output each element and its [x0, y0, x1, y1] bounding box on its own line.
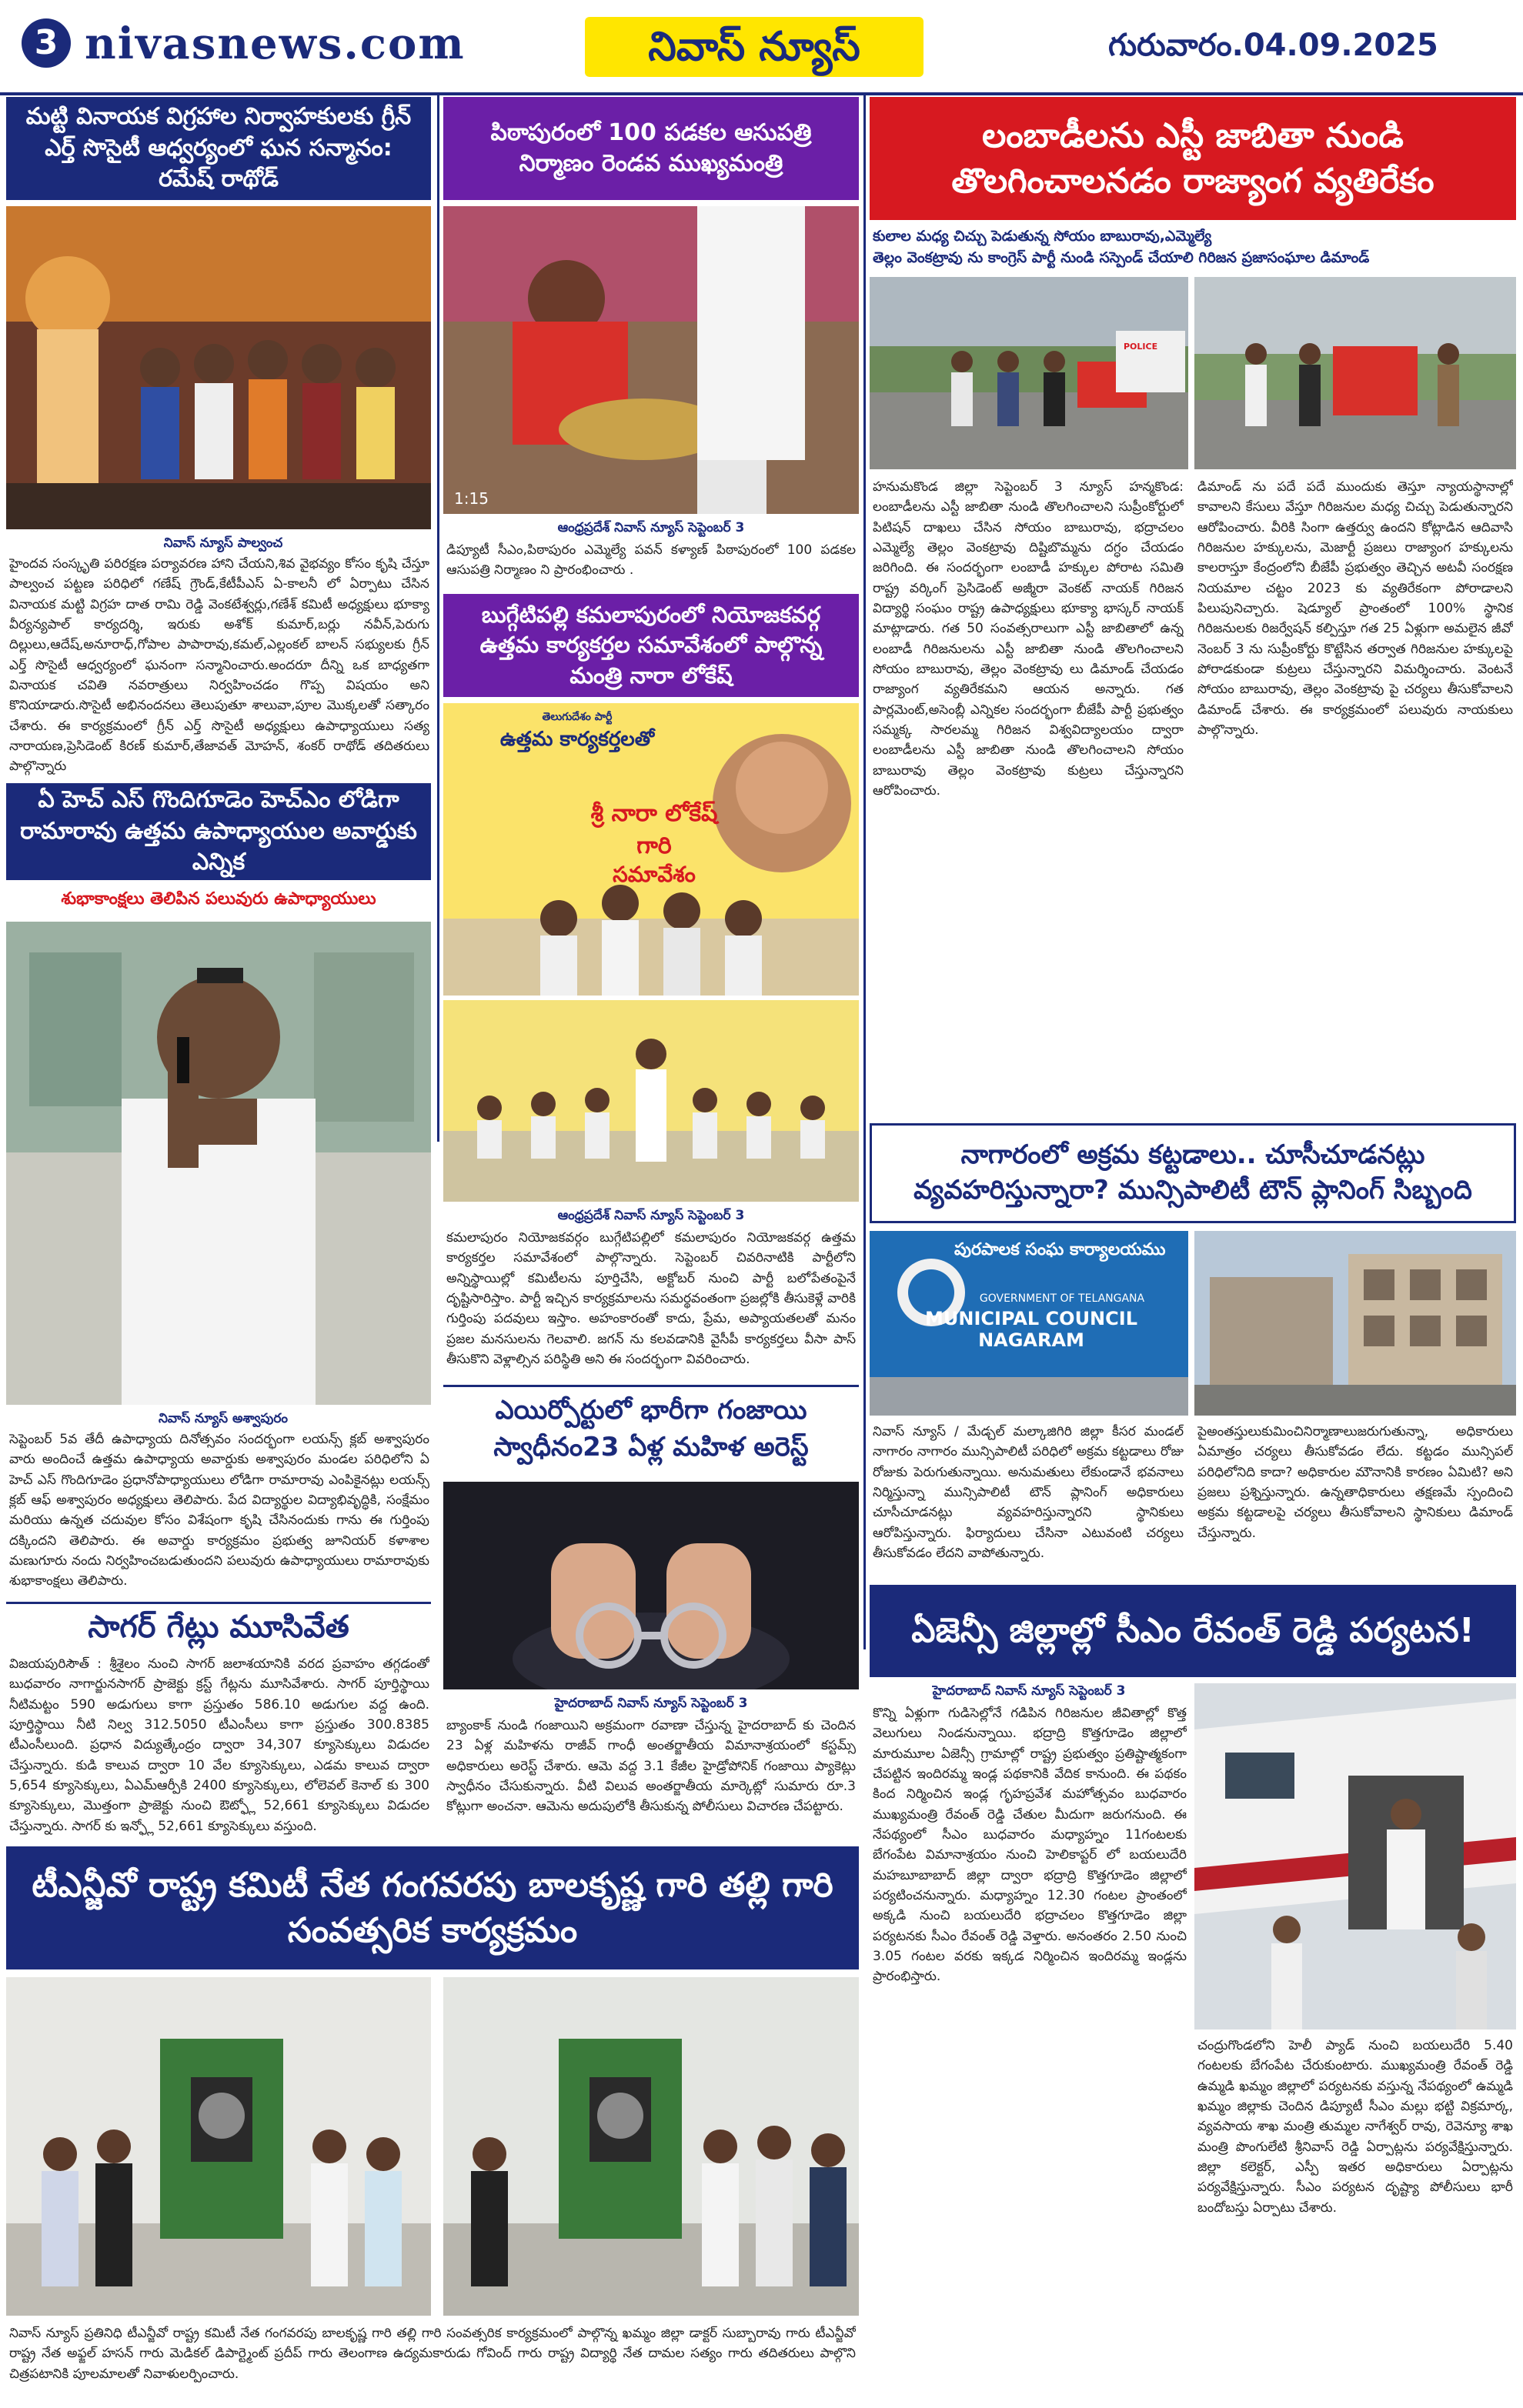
issue-date: గురువారం.04.09.2025 — [1108, 28, 1438, 63]
video-timestamp: 1:15 — [454, 489, 489, 508]
col2-separator — [443, 1385, 859, 1387]
col1-story3-headline: సాగర్ గేట్లు మూసివేత — [88, 1609, 349, 1645]
col3-story1-subhead2: తెల్లం వెంకట్రావు ను కాంగ్రెస్ పార్టీ నుండి సస్పెండ్ చేయాలి గిరిజన ప్రజాసంఘాల డిమాండ్ — [873, 249, 1370, 266]
col2-story2-headline: బుగ్గేటిపల్లి కమలాపురంలో నియోజకవర్గ ఉత్తమ కార్యకర్తల సమావేశంలో పాల్గొన్న మంత్రి నారా లోకేష్ — [443, 594, 859, 697]
col1-story1-dateline: నివాస్ న్యూస్ పాల్వంచ — [163, 535, 283, 551]
col1-separator — [6, 1602, 431, 1604]
col3-story1-headline: లంబాడీలను ఎస్టీ జాబితా నుండి తొలగించాలనడం రాజ్యాంగ వ్యతిరేకం — [870, 97, 1516, 220]
teacher-award-photo — [6, 922, 431, 1405]
site-name[interactable]: nivasnews.com — [85, 18, 466, 69]
col2-story1-dateline: ఆంధ్రప్రదేశ్ నివాస్ న్యూస్ సెప్టెంబర్ 3 — [557, 520, 745, 535]
col1-story3-body: విజయపురిసౌత్ : శ్రీశైలం నుంచి సాగర్ జలాశయానికి వరద ప్రవాహం తగ్గడంతో బుధవారం నాగార్జునసాగర్ ప్రాజెక్టు క్రస్ట్ గేట్లను మూసివేశారు. సాగర్ పూర్తిస్థాయి నీటిమట్టం 590 అడుగులు కాగా ప్రస్తుతం 586.10 అడుగుల వద్ద ఉంది. పూర్తిస్థాయి నీటి నిల్వ 312.5050 టీఎంసీలు కాగా ప్రస్తుతం 300.8385 టీఎంసీలుంది. ప్రధాన విద్యుత్కేంద్రం ద్వారా 34,307 క్యూసెక్కులు విడుదల చేస్తున్నారు. కుడి కాలువ ద్వారా 10 వేల క్యూసెక్కులు, ఎడమ కాలువ ద్వారా 5,654 క్యూసెక్కులు, ఏఎమ్ఆర్పీకి 2400 క్యూసెక్కులు, లోలెవల్ కెనాల్ కు 300 క్యూసెక్కులు, మొత్తంగా ప్రాజెక్టు నుంచి ఔట్ఫ్లో 52,661 క్యూసెక్కులు విడుదల చేస్తున్నారు. సాగర్ కు ఇన్ఫ్లో 52,661 క్యూసెక్కులు వస్తుంది. — [9, 1656, 429, 1834]
col2-story1-headline: పిఠాపురంలో 100 పడకల ఆసుపత్రి నిర్మాణం రెండవ ముఖ్యమంత్రి — [443, 97, 859, 200]
col3-story1-subhead1: కులాల మధ్య చిచ్చు పెడుతున్న సోయం బాబురావు,ఎమ్మెల్యే — [873, 228, 1212, 245]
col2-story1-body: డిప్యూటీ సీఎం,పిఠాపురం ఎమ్మెల్యే పవన్ కళ్యాణ్ పిఠాపురంలో 100 పడకల ఆసుపత్రి నిర్మాణం ని ప్రారంభించారు . — [446, 542, 856, 579]
col2-story3-headline: ఎయిర్పోర్టులో భారీగా గంజాయి స్వాధీనం23 ఏళ్ల మహిళ అరెస్ట్ — [493, 1395, 809, 1462]
sign-govt-text: GOVERNMENT OF TELANGANA — [979, 1292, 1145, 1305]
col3-story3-headline: ఏజెన్సీ జిల్లాల్లో సీఎం రేవంత్ రెడ్డి పర్యటన! — [870, 1585, 1516, 1677]
hospital-foundation-video[interactable] — [443, 206, 859, 514]
cm-helicopter-photo — [1194, 1683, 1516, 2029]
col1-story2-body: సెప్టెంబర్ 5వ తేదీ ఉపాధ్యాయ దినోత్సవం సందర్భంగా లయన్స్ క్లబ్ అశ్వాపురం వారు అందించే ఉత్తమ ఉపాధ్యాయ అవార్డుకు అశ్వాపురం మండల పరిధిలోని ఏ హెచ్ ఎస్ గొందిగూడెం ప్రధానోపాధ్యాయులు లోడిగా రామారావు ఎంపికైనట్లు లయన్స్ క్లబ్ ఆఫ్ అశ్వాపురం అధ్యక్షులు తెలిపారు. పేద విద్యార్థుల విద్యాభివృద్ధికి, సంక్షేమం మరియు ఉన్నత చదువుల కోసం విశేషంగా కృషి చేసినందుకు గాను ఈ గుర్తింపు దక్కిందని తెలిపారు. ఈ అవార్డు కార్యక్రమం ప్రభుత్వ జూనియర్ కళాశాల మణుగూరు నందు నిర్వహించబడుతుందని పలువురు ఉపాధ్యాయులు రామారావుకు శుభాకాంక్షలు తెలిపారు. — [9, 1432, 429, 1589]
illegal-building-photo — [1194, 1231, 1516, 1416]
protest-photo-2 — [1194, 277, 1516, 469]
col3-story2-body-left: నివాస్ న్యూస్ / మేడ్చల్ మల్కాజిగిరి జిల్లా కీసర మండల్ నాగారం నాగారం మున్సిపాలిటీ పరిధిలో అక్రమ కట్టడాలు రోజు రోజుకు పెరుగుతున్నాయి. అనుమతులు లేకుండానే భవనాలు నిర్మిస్తున్నా మున్సిపాలిటీ టౌన్ ప్లానింగ్ అధికారులు చూసీచూడనట్లు వ్యవహరిస్తున్నారని స్థానికులు ఆరోపిస్తున్నారు. ఫిర్యాదులు చేసినా ఎటువంటి చర్యలు తీసుకోవడం లేదని వాపోతున్నారు. — [873, 1424, 1184, 1562]
ganesh-felicitation-photo — [6, 206, 431, 529]
col1-story2-dateline: నివాస్ న్యూస్ అశ్వాపురం — [158, 1411, 289, 1426]
bottom-body: నివాస్ న్యూస్ ప్రతినిధి టీఎన్జీవో రాష్ట్ర కమిటీ నేత గంగవరపు బాలకృష్ణ గారి తల్లి గారి సంవత్సరిక కార్యక్రమంలో పాల్గొన్న ఖమ్మం జిల్లా డాక్టర్ సుబ్బారావు గారు టీఎన్జీవో రాష్ట్ర నేత అఫ్జల్ హసన్ గారు మెడికల్ డిపార్ట్మెంట్ ప్రదీప్ గారు తెలంగాణ ఉద్యమకారుడు గోవింద్ గారు రాష్ట్ర విద్యార్థి నేత దామల సత్యం గారు తదితరులు పాల్గొని చిత్రపటానికి పూలమాలతో నివాళులర్పించారు. — [9, 2326, 856, 2382]
banner-meeting: సమావేశం — [613, 862, 696, 887]
newspaper-brand: నివాస్ న్యూస్ — [585, 17, 923, 77]
sign-telugu-text: పురపాలక సంఘ కార్యాలయము — [954, 1240, 1166, 1259]
lokesh-meeting-photo-2 — [443, 1000, 859, 1202]
sign-council-text: MUNICIPAL COUNCIL NAGARAM — [925, 1308, 1137, 1351]
anniversary-photo-2 — [443, 1977, 859, 2316]
arrest-handcuffs-photo — [443, 1482, 859, 1689]
col3-story3-body-left: కొన్ని ఏళ్లుగా గుడిసెల్లోనే గడిపిన గిరిజనుల జీవితాల్లో కొత్త వెలుగులు నిండనున్నాయి. భద్రాద్రి కొత్తగూడెం జిల్లాలో మారుమూల ఏజెన్సీ గ్రామాల్లో రాష్ట్ర ప్రభుత్వం ప్రతిష్టాత్మకంగా చేపట్టిన ఇందిరమ్మ ఇండ్ల పథకానికి వేదిక కానుంది. ఈ పథకం కింద నిర్మించిన ఇండ్ల గృహప్రవేశ మహోత్సవం బుధవారం ముఖ్యమంత్రి రేవంత్ రెడ్డి చేతుల మీదుగా జరుగనుంది. ఈ నేపథ్యంలో సీఎం బుధవారం మధ్యాహ్నం 11గంటలకు బేగంపేట విమానాశ్రయం నుంచి హెలికాప్టర్ లో బయలుదేరి మహబూబాబాద్ జిల్లా ద్వారా భద్రాద్రి కొత్తగూడెం జిల్లాలో పర్యటించనున్నారు. మధ్యాహ్నం 12.30 గంటల ప్రాంతంలో అక్కడి నుంచి బయలుదేరి భద్రాచలం కొత్తగూడెం జిల్లా పర్యటనకు సీఎం రేవంత్ రెడ్డి వెళ్తారు. అనంతరం 2.50 నుంచి 3.05 గంటల వరకు ఇక్కడ నిర్మించిన ఇందిరమ్మ ఇండ్లను ప్రారంభిస్తారు. — [873, 1706, 1187, 1985]
banner-leader: శ్రీ నారా లోకేష్ గారి — [590, 800, 718, 859]
col3-story3-body-right: చంద్రుగొండలోని హెలీ ప్యాడ్ నుంచి బయలుదేరి 5.40 గంటలకు బేగంపేట చేరుకుంటారు. ముఖ్యమంత్రి రేవంత్ రెడ్డి ఉమ్మడి ఖమ్మం జిల్లాలో పర్యటనకు వస్తున్న నేపథ్యంలో ఉమ్మడి ఖమ్మం జిల్లాకు చెందిన డిప్యూటీ సీఎం మల్లు భట్టి విక్రమార్క, వ్యవసాయ శాఖ మంత్రి తుమ్మల నాగేశ్వర్ రావు, రెవెన్యూ శాఖ మంత్రి పొంగులేటి శ్రీనివాస్ రెడ్డి ఏర్పాట్లను పర్యవేక్షిస్తున్నారు. జిల్లా కలెక్టర్, ఎస్పీ ఇతర అధికారులు ఏర్పాట్లను పర్యవేక్షిస్తున్నారు. సీఎం పర్యటన దృష్ట్యా పోలీసులు భారీ బందోబస్తు ఏర్పాటు చేశారు. — [1197, 2038, 1513, 2216]
col3-story1-body-left: హనుమకొండ జిల్లా సెప్టెంబర్ 3 న్యూస్ హన్మకొండ: లంబాడీలను ఎస్టీ జాబితా నుండి తొలగించాలని సుప్రీంకోర్టులో పిటిషన్ దాఖలు చేసిన సోయం బాబురావు, భద్రాచలం ఎమ్మెల్యే తెల్లం వెంకట్రావు దిష్టిబొమ్మను దగ్ధం చేయడం జరిగింది. ఈ సందర్భంగా లంబాడీ హక్కుల పోరాట సమితి రాష్ట్ర వర్కింగ్ ప్రెసిడెంట్ అజ్మీరా వెంకట్ నాయక్ గిరిజన విద్యార్థి సంఘం రాష్ట్ర ఉపాధ్యక్షులు భూక్యా భాస్కర్ నాయక్ మాట్లాడారు. గత 50 సంవత్సరాలుగా ఎస్టీ జాబితాలో ఉన్న లంబాడీ గిరిజనులను ఎస్టీ జాబితా నుండి తొలగించాలని సోయం బాబురావు, తెల్లం వెంకట్రావు లు డిమాండ్ చేయడం రాజ్యాంగ వ్యతిరేకమని ఆయన అన్నారు. గత పార్లమెంట్,అసెంబ్లీ ఎన్నికల సందర్భంగా బీజేపీ పార్టీ ప్రభుత్వం సమ్మక్క సారలమ్మ గిరిజన విశ్వవిద్యాలయం ద్వారా లంబాడీలను ఎస్టీ జాబితా నుండి తొలగించాలని సోయం బాబురావు తెల్లం వెంకట్రావు కుట్రలు చేస్తున్నారని ఆరోపించారు. — [873, 479, 1184, 799]
col3-story2-headline: నాగారంలో అక్రమ కట్టడాలు.. చూసీచూడనట్లు వ్యవహరిస్తున్నారా? మున్సిపాలిటీ టౌన్ ప్లానింగ్ సిబ్బంది — [870, 1123, 1516, 1223]
anniversary-photo-1 — [6, 1977, 431, 2316]
col1-story1-body: హైందవ సంస్కృతి పరిరక్షణ పర్యావరణ హాని చేయని,శివ వైభవ్యం కోసం కృషి చేస్తూ పాల్వంచ పట్టణ పరిధిలో గణేష్ గ్రౌండ్,కేటీపీఎస్ ఏ-కాలనీ లో ఏర్పాటు చేసిన వినాయక మట్టి విగ్రహ దాత రామి రెడ్డి వెంకటేశ్వర్లు,గణేశ్ కమిటీ అధ్యక్షులు భూక్యా వీర్యన్యపాల్ కార్యదర్శి, ఇరుకు అశోక్ కుమార్,బర్లు నవీన్,పెరుగు దిల్లులు,ఆదేష్,అనూరాధ్,గోపాల పాపారావు,కమల్,ఎల్లంకల్ బాలన్ సభ్యులకు గ్రీన్ ఎర్త్ సొసైటీ ఆధ్వర్యంలో ఘనంగా సన్మానించారు.అందరూ దీన్ని ఒక బాధ్యతగా వినాయక చవితి నవరాత్రులు నిర్వహించడం గొప్ప విషయం అని కొనియాడారు.సొసైటీ అభినందనలు తెలుపుతూ శాలువా,పూల మొక్కలతో సత్కారం చేశారు. ఈ కార్యక్రమంలో గ్రీన్ ఎర్త్ సొసైటీ అధ్యక్షులు ఉపాధ్యాయులు సత్య నారాయణ,ప్రెసిడెంట్ కిరణ్ కుమార్,తేజావత్ మోహన్, శంకర్ రాథోడ్ తదితరులు పాల్గొన్నారు — [9, 556, 429, 775]
col3-story2-body-right: పైఅంతస్తులుకుమించినిర్మాణాలుజరుగుతున్నా, అధికారులు ఏమాత్రం చర్యలు తీసుకోవడం లేదు. కట్టడం మున్సిపల్ పరిధిలోనిది కాదా? అధికారుల మౌనానికి కారణం ఏమిటి? అని ప్రజలు ప్రశ్నిస్తున్నారు. ఉన్నతాధికారులు తక్షణమే స్పందించి అక్రమ కట్టడాలపై చర్యలు తీసుకోవాలని స్థానికులు డిమాండ్ చేస్తున్నారు. — [1197, 1424, 1513, 1541]
banner-party-name: తెలుగుదేశం పార్టీ — [542, 711, 613, 723]
bottom-headline: టీఎన్జీవో రాష్ట్ర కమిటీ నేత గంగవరపు బాలకృష్ణ గారి తల్లి గారి సంవత్సరిక కార్యక్రమం — [6, 1846, 859, 1969]
page-number: 3 — [22, 18, 71, 68]
column-divider-2 — [863, 95, 866, 1649]
col2-story2-dateline: ఆంధ్రప్రదేశ్ నివాస్ న్యూస్ సెప్టెంబర్ 3 — [557, 1208, 745, 1223]
protest-photo-1 — [870, 277, 1188, 469]
col2-story3-dateline: హైదరాబాద్ నివాస్ న్యూస్ సెప్టెంబర్ 3 — [554, 1696, 748, 1711]
col1-story2-subhead: శుభాకాంక్షలు తెలిపిన పలువురు ఉపాధ్యాయులు — [61, 889, 376, 909]
col1-story2-headline: ఏ హెచ్ ఎస్ గొందిగూడెం హెచ్ఎం లోడిగా రామారావు ఉత్తమ ఉపాధ్యాయుల అవార్డుకు ఎన్నిక — [6, 783, 431, 880]
column-divider-1 — [437, 95, 439, 1142]
col1-story1-headline: మట్టి వినాయక విగ్రహాల నిర్వాహకులకు గ్రీన్ ఎర్త్ సొసైటీ ఆధ్వర్యంలో ఘన సన్మానం: రమేష్ రాథోడ్ — [6, 97, 431, 200]
col3-story1-body-right: డిమాండ్ ను పదే పదే ముందుకు తెస్తూ న్యాయస్థానాల్లో కావాలని కేసులు వేస్తూ గిరిజనుల మధ్య చిచ్చు పెడుతున్నారని ఆరోపించారు. వీరికి సింగా ఉత్తర్వు ఉందని కోట్లాడిన ఆదివాసి గిరిజనుల హక్కులను, మెజార్టీ ప్రజలు రాజ్యాంగ హక్కులను కాలరాస్తూ కేంద్రంలోని బీజేపీ ప్రభుత్వం తెచ్చిన అటవీ సంరక్షణ నియమాల చట్టం 2023 కు వ్యతిరేకంగా పోరాడాలని పిలుపునిచ్చారు. షెడ్యూల్ ప్రాంతంలో 100% స్థానిక గిరిజనులకు రిజర్వేషన్ కల్పిస్తూ గత 25 ఏళ్లుగా అమలైన జీవో నెంబర్ 3 ను సుప్రీంకోర్టు కొట్టేసిన తర్వాత గిరిజనుల హక్కులపై పోరాడకుండా కుట్రలు చేస్తున్నారని విమర్శించారు. వెంటనే సోయం బాబురావు, తెల్లం వెంకట్రావు పై చర్యలు తీసుకోవాలని డిమాండ్ చేశారు. ఈ కార్యక్రమంలో పలువురు నాయకులు పాల్గొన్నారు. — [1197, 479, 1513, 739]
col3-story3-dateline: హైదరాబాద్ నివాస్ న్యూస్ సెప్టెంబర్ 3 — [932, 1683, 1126, 1699]
police-label: POLICE — [1124, 342, 1158, 352]
col2-story2-body: కమలాపురం నియోజకవర్గం బుగ్గేటిపల్లిలో కమలాపురం నియోజకవర్గ ఉత్తమ కార్యకర్తల సమావేశంలో పాల్గొన్నారు. సెప్టెంబర్ చివరినాటికి పార్టీలోని అన్నిస్థాయిల్లో కమిటీలను పూర్తిచేసి, అక్టోబర్ నుంచి పార్టీ బలోపేతంపైనే దృష్టిసారిస్తాం. పార్టీ ఇచ్చిన కార్యక్రమాలను సమర్థవంతంగా ప్రజల్లోకి తీసుకెళ్లే వారికి గుర్తింపు పదవులు ఇస్తాం. అహంకారంతో కాదు, ప్రేమ, అప్యాయతలతో మనం ప్రజల మనసులను గెలవాలి. జగన్ ను కలవడానికి వైసీపీ కార్యకర్తలు వీసా పాస్ తీసుకొని వెళ్లాల్సిన పరిస్థితి అని ఈ సందర్భంగా వివరించారు. — [446, 1230, 856, 1368]
col2-story3-body: బ్యాంకాక్ నుండి గంజాయిని అక్రమంగా రవాణా చేస్తున్న హైదరాబాద్ కు చెందిన 23 ఏళ్ల మహిళను రాజీవ్ గాంధీ అంతర్జాతీయ విమానాశ్రయంలో కస్టమ్స్ అధికారులు అరెస్ట్ చేశారు. ఆమె వద్ద 3.1 కేజీల హైడ్రోపోనిక్ గంజాయి ప్యాకెట్లు స్వాధీనం చేసుకున్నారు. వీటి విలువ అంతర్జాతీయ మార్కెట్లో సుమారు రూ.3 కోట్లుగా అంచనా. ఆమెను అదుపులోకి తీసుకున్న పోలీసులు విచారణ చేపట్టారు. — [446, 1718, 856, 1815]
banner-cadre: ఉత్తమ కార్యకర్తలతో — [499, 728, 655, 751]
